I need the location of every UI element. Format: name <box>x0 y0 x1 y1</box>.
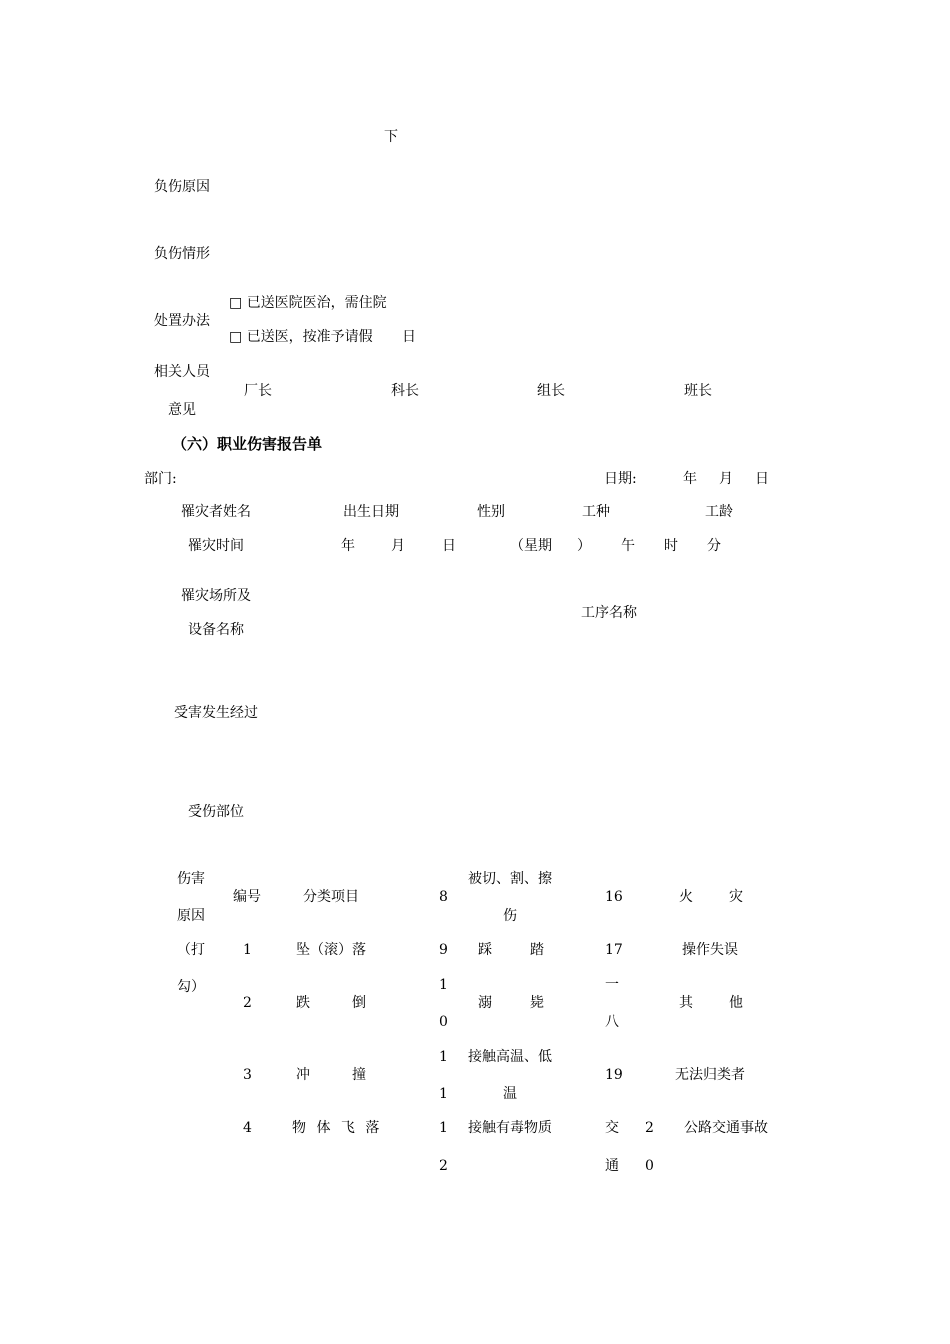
cause-item: 物 体 飞 落 <box>292 1120 383 1136</box>
weekday-close: ） <box>577 538 591 554</box>
process-name-label: 工序名称 <box>581 605 637 621</box>
cause-item: 踩 踏 <box>478 942 544 958</box>
cause-number: 16 <box>605 889 623 905</box>
minute-label: 分 <box>707 538 721 554</box>
cause-number: 1 <box>439 977 448 993</box>
disaster-time-label: 罹灾时间 <box>188 538 244 554</box>
injury-situation-label: 负伤情形 <box>154 246 210 262</box>
disposal-option-hospital[interactable]: □ 已送医院医治，需住院 <box>229 295 387 311</box>
checkbox-icon[interactable]: □ <box>229 295 243 311</box>
cause-number: 2 <box>243 995 252 1011</box>
cause-item: 溺 毙 <box>478 995 544 1011</box>
cause-number: 1 <box>439 1120 448 1136</box>
team-head-label: 班长 <box>684 383 712 399</box>
cause-number: 3 <box>243 1067 252 1083</box>
header-number: 编号 <box>233 889 261 905</box>
cause-number: 19 <box>605 1067 623 1083</box>
cause-item: 跌 倒 <box>296 995 366 1011</box>
victim-name-label: 罹灾者姓名 <box>181 504 251 520</box>
cause-item: 操作失误 <box>682 942 738 958</box>
checkbox-icon[interactable]: □ <box>229 329 243 345</box>
date-month: 月 <box>719 471 733 487</box>
cause-item: 火 灾 <box>679 889 743 905</box>
cause-item: 无法归类者 <box>675 1067 745 1083</box>
cause-number: 9 <box>439 942 448 958</box>
cause-item: 冲 撞 <box>296 1067 366 1083</box>
hour-label: 时 <box>664 538 678 554</box>
cause-item: 被切、割、擦 <box>468 871 552 887</box>
disposal-day-label: 日 <box>402 329 416 345</box>
time-year: 年 <box>341 538 355 554</box>
cause-item: 坠（滚）落 <box>296 942 366 958</box>
section-head-label: 科长 <box>391 383 419 399</box>
injured-part-label: 受伤部位 <box>188 804 244 820</box>
cause-number: 1 <box>439 1086 448 1102</box>
cause-side-label: 伤害 <box>177 871 205 887</box>
header-category: 分类项目 <box>303 889 359 905</box>
disposal-label: 处置办法 <box>154 313 210 329</box>
factory-head-label: 厂长 <box>244 383 272 399</box>
cause-item: 公路交通事故 <box>684 1120 768 1136</box>
time-month: 月 <box>391 538 405 554</box>
related-staff-label-1: 相关人员 <box>154 364 210 380</box>
injury-cause-label: 负伤原因 <box>154 179 210 195</box>
time-day: 日 <box>442 538 456 554</box>
related-staff-label-2: 意见 <box>168 402 196 418</box>
gender-label: 性别 <box>477 504 505 520</box>
cause-number: 通 <box>605 1158 619 1174</box>
cause-side-label: 原因 <box>177 908 205 924</box>
incident-process-label: 受害发生经过 <box>174 705 258 721</box>
cause-number: 交 <box>605 1120 619 1136</box>
date-year: 年 <box>683 471 697 487</box>
cause-number: 1 <box>243 942 252 958</box>
seniority-label: 工龄 <box>705 504 733 520</box>
weekday-label: （星期 <box>510 538 552 554</box>
disposal-option-leave[interactable]: □ 已送医，按准予请假 <box>229 329 373 345</box>
cause-item: 接触有毒物质 <box>468 1120 552 1136</box>
cause-number: 0 <box>439 1014 448 1030</box>
cause-side-label: 勾） <box>177 979 205 995</box>
stray-char: 下 <box>384 129 398 145</box>
cause-item: 其 他 <box>679 995 743 1011</box>
cause-number: 8 <box>439 889 448 905</box>
cause-number: 1 <box>439 1049 448 1065</box>
cause-subnumber: 0 <box>645 1158 654 1174</box>
cause-number: 2 <box>439 1158 448 1174</box>
cause-side-label: （打 <box>177 942 205 958</box>
cause-item-wrap: 温 <box>503 1086 517 1102</box>
cause-number: 八 <box>605 1014 619 1030</box>
cause-item-wrap: 伤 <box>503 908 517 924</box>
group-head-label: 组长 <box>537 383 565 399</box>
cause-subnumber: 2 <box>645 1120 654 1136</box>
job-type-label: 工种 <box>582 504 610 520</box>
form-title: （六）职业伤害报告单 <box>172 435 323 453</box>
place-label-1: 罹灾场所及 <box>181 588 251 604</box>
birth-date-label: 出生日期 <box>343 504 399 520</box>
date-label: 日期: <box>604 471 637 487</box>
cause-number: 一 <box>605 977 619 993</box>
department-label: 部门: <box>144 471 177 487</box>
cause-number: 4 <box>243 1120 252 1136</box>
date-day: 日 <box>755 471 769 487</box>
noon-label: 午 <box>621 538 635 554</box>
cause-number: 17 <box>605 942 623 958</box>
cause-item: 接触高温、低 <box>468 1049 552 1065</box>
place-label-2: 设备名称 <box>188 622 244 638</box>
